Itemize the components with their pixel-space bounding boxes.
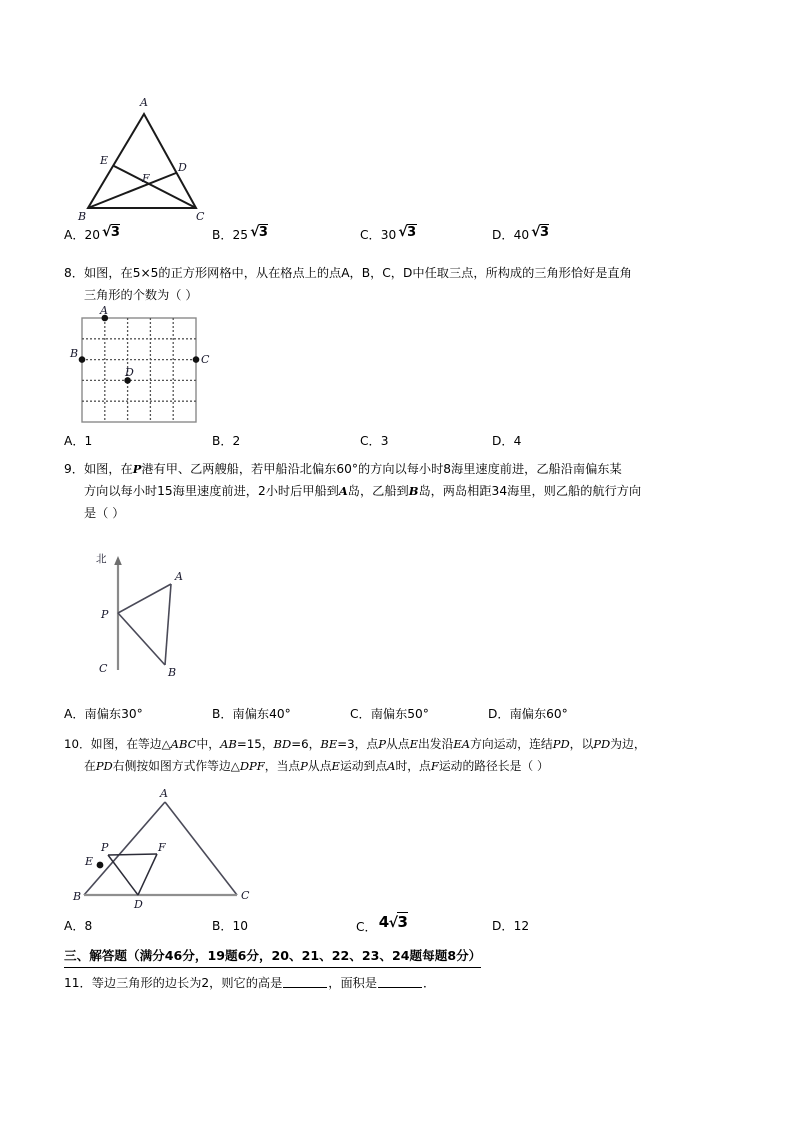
q11-seg1: 11．等边三角形的边长为2，则它的高是 — [64, 976, 283, 990]
q10-l2-v1: PD — [95, 759, 113, 773]
q7-option-d[interactable] — [492, 224, 549, 247]
q9-option-c[interactable]: C．南偏东50° — [350, 707, 429, 721]
q10-l1-s5: =3，点 — [337, 737, 379, 751]
q10-option-b[interactable]: B．10 — [212, 919, 249, 933]
q7-option-a-radicand: 3 — [110, 225, 120, 240]
q10-l1-s3: =15， — [236, 737, 274, 751]
q7-option-a-label: A．20 — [64, 228, 101, 242]
q7-option-a[interactable] — [64, 224, 120, 247]
radical-icon: √3 — [398, 224, 416, 240]
q10-label-D: D — [134, 898, 143, 911]
q8-label-A: A — [100, 304, 108, 317]
q7-label-F: F — [142, 172, 150, 185]
q10-option-a[interactable]: A．8 — [64, 919, 93, 933]
q8-text-line1: 8．如图，在5×5的正方形网格中，从在格点上的点A，B，C，D中任取三点，所构成的三角形恰好是直角 — [64, 266, 632, 280]
q9-option-b[interactable]: B．南偏东40° — [212, 707, 291, 721]
radical-icon: √3 — [102, 224, 120, 240]
q10-option-c-radicand: 3 — [397, 913, 408, 931]
q10-label-P: P — [101, 841, 109, 854]
q10-l1-v5: P — [378, 737, 386, 751]
q8-label-C: C — [201, 353, 210, 366]
q10-l2-s7: 运动的路径长是（ ） — [438, 759, 549, 773]
q10-option-d[interactable]: D．12 — [492, 919, 530, 933]
q10-label-B: B — [73, 890, 82, 903]
q10-l2-v4: E — [331, 759, 340, 773]
q7-option-c-label: C．30 — [360, 228, 397, 242]
q10-l1-v8: PD — [552, 737, 570, 751]
q9-option-d[interactable]: D．南偏东60° — [488, 707, 568, 721]
q8-option-b[interactable]: B．2 — [212, 434, 241, 448]
q8-point-B-dot — [79, 356, 86, 363]
q9-label-north: 北 — [96, 553, 107, 565]
q10-triangle-figure — [72, 788, 252, 910]
q7-triangle-figure — [78, 92, 208, 222]
q8-option-d[interactable]: D．4 — [492, 434, 522, 448]
q7-option-d-label: D．40 — [492, 228, 530, 242]
q10-option-c-prefix: C． — [356, 920, 377, 934]
q10-l1-s9: ，以 — [569, 737, 594, 751]
q9-line1-var-P: P — [132, 462, 142, 476]
q7-option-c[interactable] — [360, 224, 417, 247]
q10-l1-s2: 中， — [196, 737, 221, 751]
q9-label-C: C — [99, 662, 108, 675]
q8-label-D: D — [125, 366, 134, 379]
q9-text-line2 — [84, 480, 641, 502]
q9-line1-seg1: 9．如图，在 — [64, 462, 133, 476]
q8-grid-figure — [70, 304, 215, 430]
q7-label-C: C — [196, 210, 205, 223]
radical-icon: √3 — [531, 224, 549, 240]
q10-label-A: A — [160, 787, 168, 800]
q9-label-P: P — [101, 608, 109, 621]
q8-text-line2: 三角形的个数为（ ） — [84, 288, 198, 302]
q11-seg3: ． — [423, 976, 436, 990]
q9-text-line1 — [64, 458, 622, 480]
q11-text — [64, 972, 435, 994]
q10-l2-s1: 在 — [84, 759, 96, 773]
q9-label-A: A — [175, 570, 183, 583]
q11-seg2: ，面积是 — [328, 976, 378, 990]
q9-text-line3: 是（ ） — [84, 506, 125, 520]
q10-text-line2 — [84, 755, 549, 777]
q7-option-b[interactable] — [212, 224, 268, 247]
q8-label-B: B — [70, 347, 79, 360]
q11-answer-blank-area[interactable] — [378, 976, 422, 988]
q10-point-E-dot — [97, 862, 104, 869]
q10-l1-v4: BE — [320, 737, 338, 751]
q7-label-E: E — [100, 154, 109, 167]
q8-options-row — [64, 430, 744, 452]
q10-l1-v6: E — [409, 737, 418, 751]
q7-options-row — [64, 224, 744, 246]
q10-l1-v7: EA — [453, 737, 471, 751]
q9-line2-seg3: 岛，两岛相距34海里，则乙船的航行方向 — [418, 484, 642, 498]
q8-option-c[interactable]: C．3 — [360, 434, 389, 448]
q10-l1-s4: =6， — [291, 737, 321, 751]
q10-l2-v3: P — [300, 759, 308, 773]
q10-l1-v3: BD — [273, 737, 292, 751]
q10-l1-s10: 为边， — [610, 737, 646, 751]
q10-option-c[interactable] — [356, 915, 408, 938]
q8-option-a[interactable]: A．1 — [64, 434, 93, 448]
q9-line2-seg2: 岛，乙船到 — [347, 484, 409, 498]
q10-l2-s4: 从点 — [307, 759, 332, 773]
radical-icon: √3 — [250, 224, 268, 240]
q7-option-d-radicand: 3 — [539, 225, 549, 240]
q10-label-E: E — [85, 855, 94, 868]
q10-l2-v5: A — [387, 759, 396, 773]
q10-l1-s6: 从点 — [385, 737, 410, 751]
q7-label-B: B — [78, 210, 87, 223]
q9-option-a[interactable]: A．南偏东30° — [64, 707, 143, 721]
q7-option-b-radicand: 3 — [258, 225, 268, 240]
q8-point-C-dot — [193, 356, 200, 363]
q10-l2-s6: 时，点 — [395, 759, 431, 773]
q9-options-row — [64, 703, 744, 725]
q10-label-F: F — [158, 841, 166, 854]
q10-l1-s1: 10．如图，在等边△ — [64, 737, 171, 751]
q9-line2-var-B: B — [408, 484, 419, 498]
q10-l2-s2: 右侧按如图方式作等边△ — [112, 759, 240, 773]
q10-l2-v6: F — [430, 759, 439, 773]
q10-l1-v9: PD — [593, 737, 611, 751]
q10-label-C: C — [241, 889, 250, 902]
q9-line1-seg2: 港有甲、乙两艘船，若甲船沿北偏东60°的方向以每小时8海里速度前进，乙船沿南偏东某 — [141, 462, 622, 476]
q10-option-c-coeff: 4 — [378, 913, 389, 931]
q9-line2-var-A: A — [338, 484, 348, 498]
section-three-heading: 三、解答题（满分46分，19题6分，20、21、22、23、24题每题8分） — [64, 945, 481, 968]
q9-line2-seg1: 方向以每小时15海里速度前进，2小时后甲船到 — [84, 484, 339, 498]
q10-l1-v2: AB — [220, 737, 237, 751]
radical-icon: 4√3 — [378, 913, 408, 931]
q11-answer-blank-height[interactable] — [283, 976, 327, 988]
q7-label-A: A — [140, 96, 148, 109]
q10-l1-s7: 出发沿 — [418, 737, 454, 751]
q7-option-c-radicand: 3 — [407, 225, 416, 240]
q9-label-B: B — [168, 666, 177, 679]
q10-l1-s8: 方向运动，连结 — [470, 737, 553, 751]
q10-l2-s5: 运动到点 — [339, 759, 388, 773]
q10-l2-s3: ，当点 — [264, 759, 301, 773]
q7-label-D: D — [178, 161, 187, 174]
q10-l2-v2: DPF — [239, 759, 265, 773]
q10-l1-v1: ABC — [170, 737, 197, 751]
q10-options-row — [64, 915, 744, 937]
q10-text-line1 — [64, 733, 646, 755]
q9-bearing-figure — [72, 548, 212, 680]
q7-option-b-label: B．25 — [212, 228, 249, 242]
